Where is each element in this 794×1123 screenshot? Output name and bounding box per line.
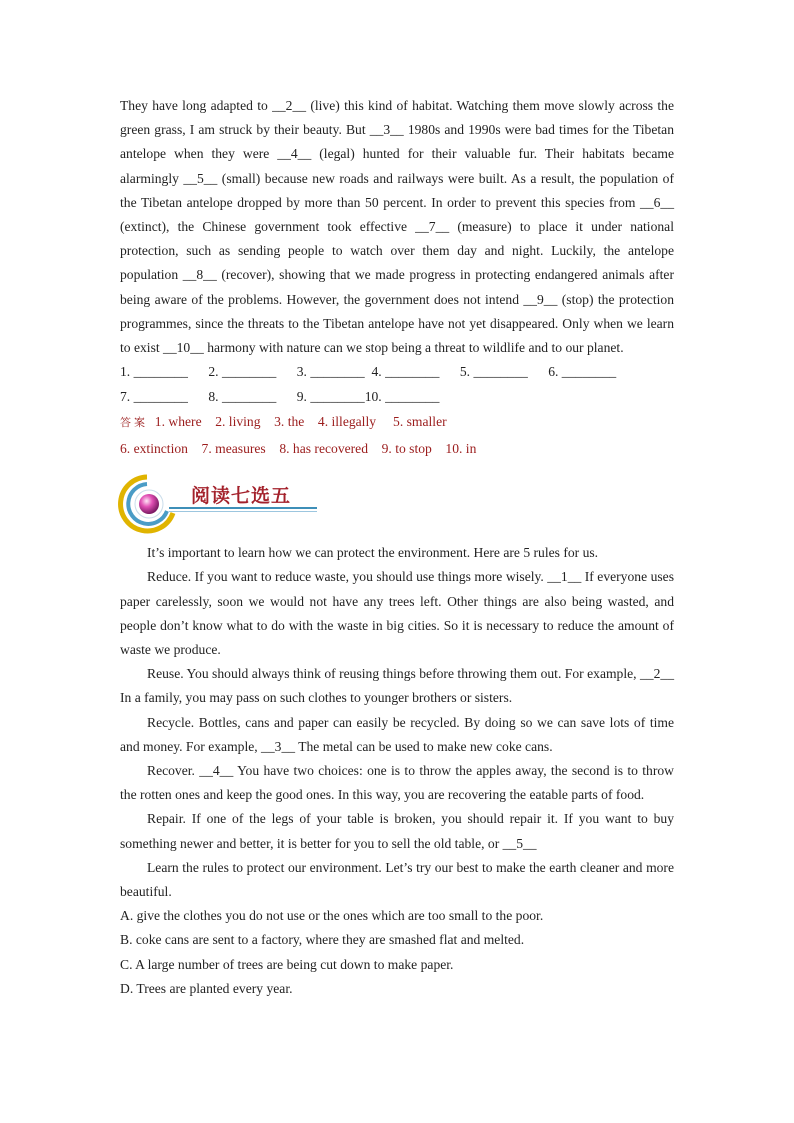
pink-orb-icon	[117, 473, 187, 535]
answer-blank-row-1: 1. ________ 2. ________ 3. ________ 4. ________ 5. ________ 6. ________	[120, 364, 617, 380]
option-a: A. give the clothes you do not use or the ones which are too small to the poor.	[120, 908, 544, 924]
passage2-reuse: Reuse. You should always think of reusing things before throwing them out. For example, __2__ In a family, you may pass on such clothes to younger brothers or sisters.	[120, 666, 674, 706]
title-underline	[169, 507, 317, 509]
passage2-reduce: Reduce. If you want to reduce waste, you should use things more wisely. __1__ If everyone uses paper carelessly, soon we would not have any trees left. Other things are also being wasted, and people don’t know what to do with the waste in big cities. So it is necessary to reduce the amount of waste we produce.	[120, 569, 674, 658]
answer-key-row-1	[120, 409, 674, 436]
passage2-conclusion: Learn the rules to protect our environment. Let’s try our best to make the earth cleaner and more beautiful.	[120, 859, 674, 900]
answer-key-row-2: 6. extinction 7. measures 8. has recovered 9. to stop 10. in	[120, 440, 477, 456]
passage-grammar-fill: They have long adapted to __2__ (live) this kind of habitat. Watching them move slowly across the green grass, I am struck by their beauty. But __3__ 1980s and 1990s were bad times for the Tibetan antelope when they were __4__ (legal) hunted for their valuable fur. Their habitats became alarmingly __5__ (small) because new roads and railways were built. As a result, the population of the Tibetan antelope dropped by more than 50 percent. In order to prevent this species from __6__ (extinct), the Chinese government took effective __7__ (measure) to place it under national protection, such as sending people to watch over them day and night. Luckily, the antelope population __8__ (recover), showing that we made progress in protecting endangered animals after being aware of the problems. However, the government does not intend __9__ (stop) the protection programmes, since the threats to the Tibetan antelope have not yet disappeared. Only when we learn to exist __10__ harmony with nature can we stop being a threat to wildlife and to our planet.	[120, 98, 674, 356]
section-header	[117, 473, 674, 535]
answer-key-values-1: 1. where 2. living 3. the 4. illegally 5. smaller	[148, 414, 447, 430]
section-title: 阅读七选五	[191, 485, 292, 508]
passage2-intro: It’s important to learn how we can protect the environment. Here are 5 rules for us.	[147, 545, 599, 561]
option-d: D. Trees are planted every year.	[120, 980, 293, 996]
passage2-repair: Repair. If one of the legs of your table is broken, you should repair it. If you want to buy something newer and better, it is better for you to sell the old table, or __5__	[120, 811, 674, 851]
option-b: B. coke cans are sent to a factory, where they are smashed flat and melted.	[120, 932, 525, 948]
passage2-recover: Recover. __4__ You have two choices: one is to throw the apples away, the second is to throw the rotten ones and keep the good ones. In this way, you are recovering the eatable parts of food.	[120, 763, 674, 803]
answer-label: 答案	[120, 416, 148, 430]
answer-blank-row-2: 7. ________ 8. ________ 9. ________10. ________	[120, 388, 440, 404]
passage2-recycle: Recycle. Bottles, cans and paper can easily be recycled. By doing so we can save lots of time and money. For example, __3__ The metal can be used to make new coke cans.	[120, 714, 674, 754]
option-c: C. A large number of trees are being cut down to make paper.	[120, 956, 454, 972]
title-underline-thin	[169, 511, 317, 512]
document-page	[120, 94, 674, 1001]
